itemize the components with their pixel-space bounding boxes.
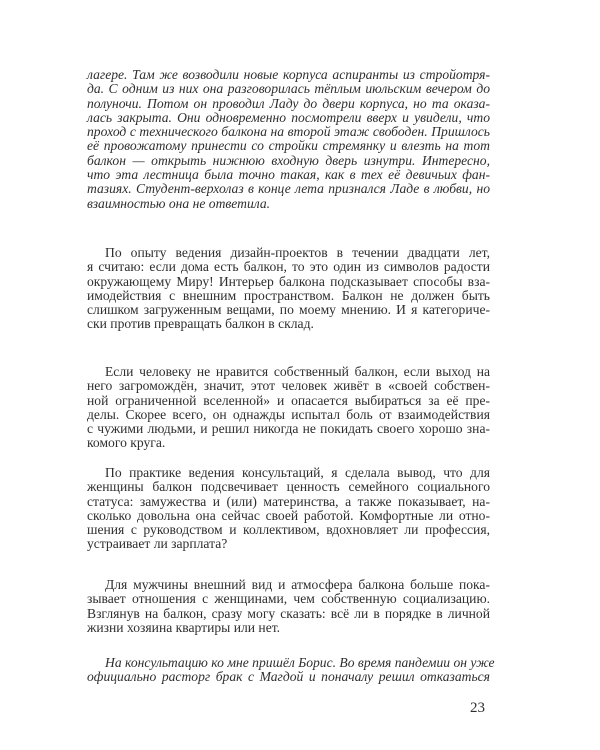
paragraph <box>87 246 490 332</box>
text-line: я считаю: если дома есть балкон, то это один из символов радости <box>87 259 490 275</box>
text-line: По опыту ведения дизайн-проектов в течении двадцати лет, <box>105 245 490 260</box>
text-line: Взглянув на балкон, сразу могу сказать: всё ли в порядке в личной <box>87 605 490 621</box>
text-line: устраивает ли зарплата? <box>87 536 228 552</box>
paragraph <box>87 466 490 552</box>
paragraph <box>87 68 490 211</box>
text-line: делы. Скорее всего, он однажды испытал боль от взаимодействия <box>87 406 490 422</box>
text-line: лагере. Там же возводили новые корпуса аспиранты из стройотря- <box>87 67 490 82</box>
text-line: него загромождён, значит, этот человек живёт в «своей собствен- <box>87 378 490 394</box>
text-line: её провожатому принести со стройки стремянку и влезть на тот <box>87 138 490 154</box>
text-line: полуночи. Потом он проводил Ладу до двери корпуса, но та оказа- <box>87 95 490 111</box>
text-line: официально расторг брак с Магдой и поначалу решил отказаться <box>87 669 490 685</box>
paragraph <box>87 578 490 635</box>
text-line: зывает отношения с женщинами, чем собственную социализацию. <box>87 591 490 607</box>
text-line: жизни хозяина квартиры или нет. <box>87 619 281 635</box>
paragraph <box>87 365 490 451</box>
text-line: имодействия с внешним пространством. Балкон не должен быть <box>87 287 490 303</box>
text-line: статуса: замужества и (или) материнства, а также показывает, на- <box>87 493 490 509</box>
text-line: окружающему Миру! Интерьер балкона подсказывает способы вза- <box>87 273 490 289</box>
text-line: На консультацию ко мне пришёл Борис. Во время пандемии он уже <box>105 655 495 670</box>
text-line: шения с руководством и коллективом, вдохновляет ли профессия, <box>87 522 490 538</box>
text-line: По практике ведения консультаций, я сделала вывод, что для <box>105 465 490 480</box>
page-number: 23 <box>470 700 485 716</box>
text-line: Если человеку не нравится собственный балкон, если выход на <box>105 364 490 379</box>
text-line: взаимностью она не ответила. <box>87 195 271 211</box>
text-line: ски против превращать балкон в склад. <box>87 316 314 332</box>
text-line: что эта лестница была точно такая, как в тех её девичьих фан- <box>87 167 490 183</box>
text-line: слишком загруженным вещами, по моему мнению. И я категориче- <box>87 302 490 318</box>
text-line: сколько довольна она сейчас своей работой. Комфортные ли отно- <box>87 507 490 523</box>
text-line: ной ограниченной вселенной» и опасается выбираться за её пре- <box>87 392 490 408</box>
text-line: да. С одним из них она разговорилась тёплым июльским вечером до <box>87 81 490 97</box>
text-line: балкон — открыть нижнюю входную дверь изнутри. Интересно, <box>87 152 490 168</box>
text-line: проход с технического балкона на второй этаж свободен. Пришлось <box>87 124 490 140</box>
text-line: комого круга. <box>87 435 166 451</box>
paragraph <box>87 655 495 685</box>
text-line: лась закрыта. Они одновременно посмотрели вверх и увидели, что <box>87 109 490 125</box>
text-line: Для мужчины внешний вид и атмосфера балкона больше пока- <box>105 577 490 592</box>
text-line: с чужими людьми, и решил никогда не покидать своего хорошо зна- <box>87 421 490 437</box>
text-line: женщины балкон подсвечивает ценность семейного социального <box>87 479 490 495</box>
text-line: тазиях. Студент-верхолаз в конце лета признался Ладе в любви, но <box>87 181 490 197</box>
